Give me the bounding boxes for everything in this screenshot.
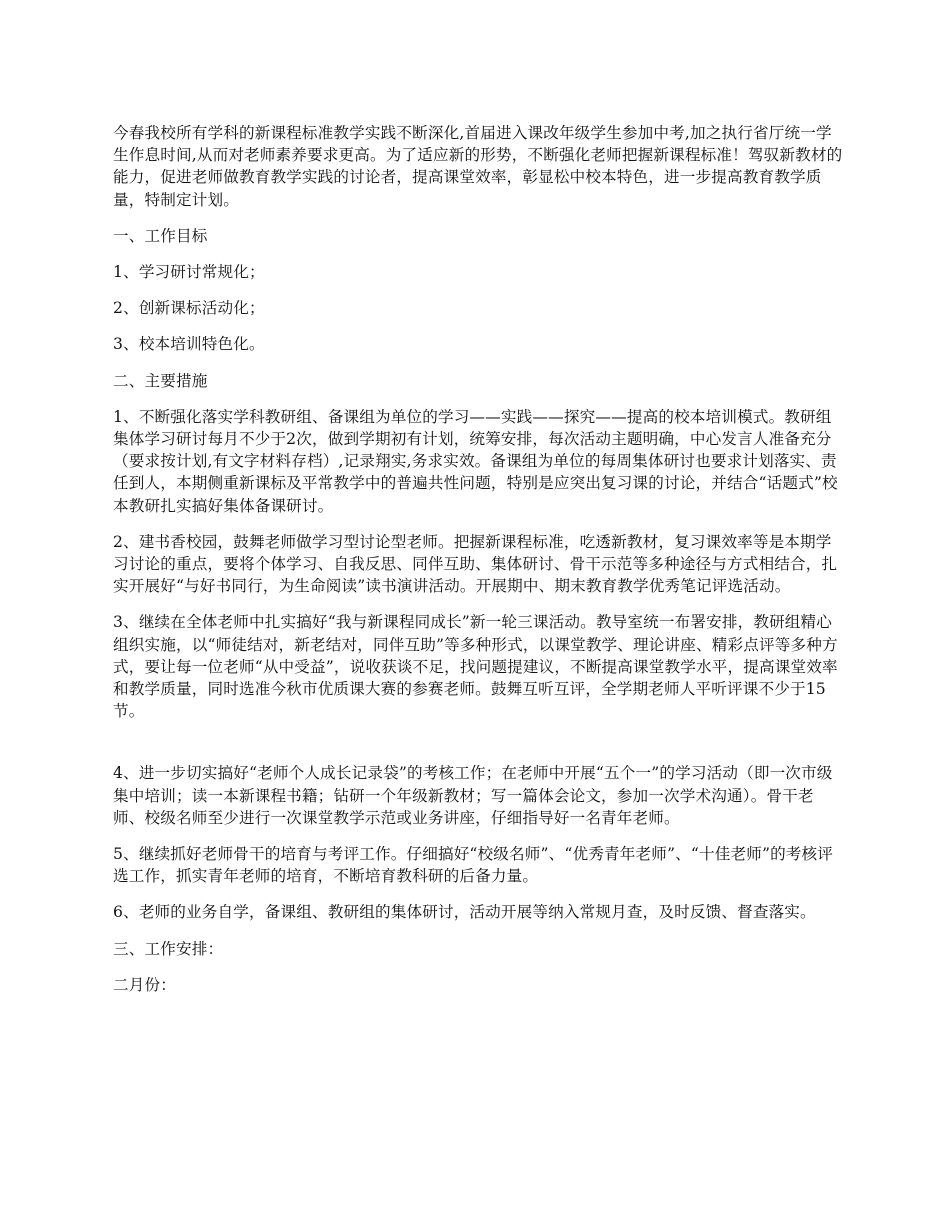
goal-item: 3、校本培训特色化。	[113, 335, 265, 354]
month-label: 二月份：	[113, 975, 176, 994]
measure-item: 5、继续抓好老师骨干的培育与考评工作。仔细搞好“校级名师”、“优秀青年老师”、“十佳老师”的考核评选工作，抓实青年老师的培育，不断培育教科研的后备力量。	[113, 845, 834, 886]
measure-item: 2、建书香校园，鼓舞老师做学习型讨论型老师。把握新课程标准，吃透新教材，复习课效率等是本期学习讨论的重点，要将个体学习、自我反思、同伴互助、集体研讨、骨干示范等多种途径与方式相结合，扎实开展好“与好书同行，为生命阅读”读书演讲活动。开展期中、期末教育教学优秀笔记评选活动。	[113, 532, 838, 596]
measure-item: 4、进一步切实搞好“老师个人成长记录袋”的考核工作；在老师中开展“五个一”的学习活动（即一次市级集中培训；读一本新课程书籍；钻研一个年级新教材；写一篇体会论文，参加一次学术沟通）。骨干老师、校级名师至少进行一次课堂教学示范或业务讲座，仔细指导好一名青年老师。	[113, 764, 833, 827]
intro-paragraph: 今春我校所有学科的新课程标准教学实践不断深化,首届进入课改年级学生参加中考,加之执行省厅统一学生作息时间,从而对老师素养要求更高。为了适应新的形势，不断强化老师把握新课程标准！驾驭新教材的能力，促进老师做教育教学实践的讨论者，提高课堂效率，彰显松中校本特色，进一步提高教育教学质量，特制定计划。	[113, 124, 843, 209]
section-heading-measures: 二、主要措施	[113, 371, 208, 390]
section-heading-schedule: 三、工作安排：	[113, 939, 224, 958]
section-heading-goals: 一、工作目标	[113, 226, 208, 245]
measure-item: 3、继续在全体老师中扎实搞好“我与新课程同成长”新一轮三课活动。教导室统一布署安排，教研组精心组织实施，以“师徒结对，新老结对，同伴互助”等多种形式，以课堂教学、理论讲座、精彩点评等多种方式，要让每一位老师“从中受益”，说收获谈不足，找问题提建议，不断提高课堂教学水平，提高课堂效率和教学质量，同时选准今秋市优质课大赛的参赛老师。鼓舞互听互评，全学期老师人平听评课不少于15节。	[113, 613, 838, 721]
measure-item: 6、老师的业务自学，备课组、教研组的集体研讨，活动开展等纳入常规月查，及时反馈、督查落实。	[113, 903, 816, 922]
measure-item: 1、不断强化落实学科教研组、备课组为单位的学习——实践——探究——提高的校本培训模式。教研组集体学习研讨每月不少于2次，做到学期初有计划，统筹安排，每次活动主题明确，中心发言人准备充分（要求按计划,有文字材料存档）,记录翔实,务求实效。备课组为单位的每周集体研讨也要求计划落实、责任到人，本期侧重新课标及平常教学中的普遍共性问题，特别是应突出复习课的讨论，并结合“话题式”校本教研扎实搞好集体备课研讨。	[113, 407, 838, 515]
goal-item: 1、学习研讨常规化；	[113, 263, 265, 282]
document-body	[113, 122, 843, 1010]
goal-item: 2、创新课标活动化；	[113, 299, 265, 318]
blank-gap	[113, 736, 843, 762]
